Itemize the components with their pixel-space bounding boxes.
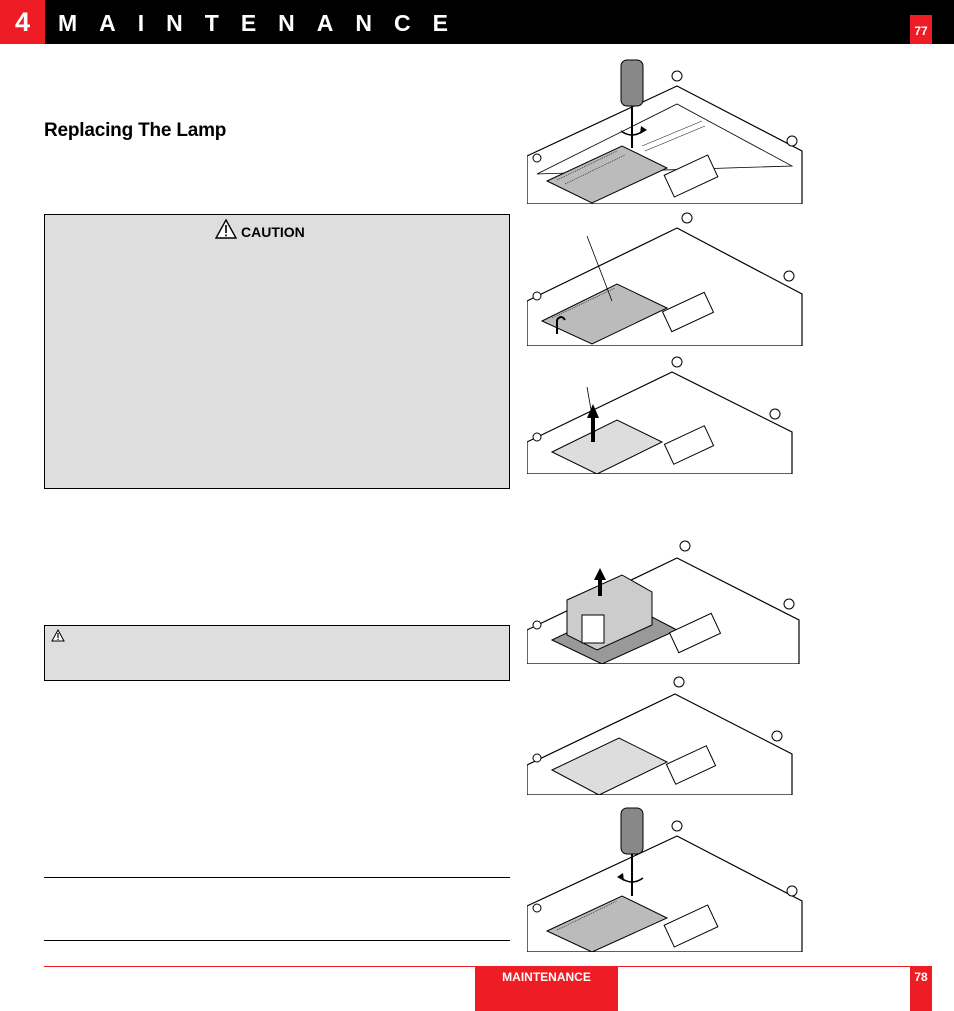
note-rule-bottom: [44, 940, 510, 941]
chapter-number: 4: [0, 0, 45, 44]
illustration-remove-screw: [527, 56, 807, 204]
illustration-remove-housing: [527, 530, 802, 664]
warning-box: [44, 625, 510, 681]
illustration-install-housing: [527, 670, 797, 795]
warning-triangle-icon: [215, 219, 237, 244]
chapter-title: MAINTENANCE: [58, 10, 470, 36]
caution-label: CAUTION: [241, 223, 305, 240]
illustration-lift-cover: [527, 206, 807, 346]
note-rule-top: [44, 877, 510, 878]
section-title: Replacing The Lamp: [44, 120, 227, 141]
page-number-bottom: 78: [910, 966, 932, 1011]
footer-section-tab: MAINTENANCE: [475, 966, 618, 1011]
caution-box: [44, 214, 510, 489]
warning-triangle-icon: [51, 629, 65, 647]
illustration-loosen-housing: [527, 352, 797, 474]
caution-heading: [215, 219, 305, 244]
page-number-top: 77: [910, 15, 932, 44]
illustration-tighten-screw: [527, 806, 807, 952]
